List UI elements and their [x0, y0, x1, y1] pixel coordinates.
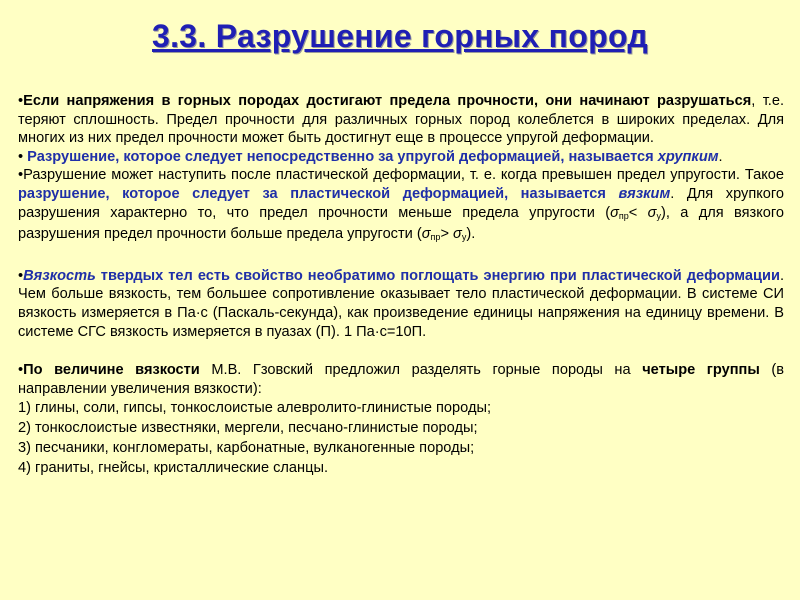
sigma-symbol: σ — [610, 204, 619, 221]
ductile-text-4: ). — [466, 226, 476, 243]
ductile-definition: разрушение, которое следует за пластической деформацией, называется — [18, 185, 619, 202]
viscosity-text: . Чем больше вязкость, тем большее сопротивление оказывает тело пластической деформации. В системе СИ вязкость измеряется в Па·с (Паскаль-секунда), как произведение единицы напряжения на единицу времени. В системе СГС вязкость измеряется в пуазах (П). 1 Па·с=10П. — [18, 267, 784, 340]
slide-content — [18, 92, 784, 478]
ductile-text-1: Разрушение может наступить после пластической деформации, т. е. когда превышен предел упругости. Такое — [23, 167, 784, 184]
brittle-definition: Разрушение, которое следует непосредственно за упругой деформацией, называется — [23, 148, 658, 165]
list-item: 2) тонкослоистые известняки, мергели, песчано-глинистые породы; — [18, 420, 478, 437]
list-item: 1) глины, соли, гипсы, тонкослоистые алевролито-глинистые породы; — [18, 400, 491, 417]
groups-lead: По величине вязкости — [23, 362, 200, 379]
less-than: < — [628, 204, 648, 221]
sigma-subscript: пр — [430, 232, 441, 243]
strength-text: , т.е. теряют сплошность. Предел прочности для различных горных пород колеблется в широких пределах. Для многих из них предел прочности может быть достигнут еще в процессе упругой деформации. — [18, 93, 784, 147]
list-item: 3) песчаники, конгломераты, карбонатные, вулканогенные породы; — [18, 440, 475, 457]
strength-lead: Если напряжения в горных породах достигают предела прочности, они начинают разрушаться — [23, 93, 752, 109]
paragraph-brittle — [18, 148, 784, 167]
ductile-term: вязким — [618, 185, 671, 202]
greater-than: > — [440, 226, 454, 243]
list-item: 4) граниты, гнейсы, кристаллические сланцы. — [18, 460, 329, 477]
groups-count: четыре группы — [642, 362, 760, 379]
paragraph-viscosity — [18, 267, 784, 341]
groups-text-1: М.В. Гзовский предложил разделять горные породы на — [199, 362, 643, 379]
brittle-term: хрупким — [657, 148, 719, 165]
ductile-text-2: . Для хрупкого разрушения характерно то, что предел прочности меньше предела упругости ( — [18, 185, 785, 221]
sigma-symbol: σ — [647, 204, 657, 221]
bullet: • — [18, 362, 24, 379]
bullet: • — [18, 267, 24, 284]
paragraph-ductile — [18, 166, 784, 246]
bullet: • — [18, 93, 24, 109]
paragraph-strength — [18, 92, 784, 148]
sigma-subscript: у — [461, 232, 467, 243]
sigma-subscript: у — [656, 210, 661, 221]
viscosity-term: Вязкость — [23, 267, 96, 284]
bullet: • — [18, 167, 24, 184]
slide-title: 3.3. Разрушение горных пород — [152, 18, 648, 54]
viscosity-definition: твердых тел есть свойство необратимо поглощать энергию при пластической деформации — [95, 267, 780, 284]
sigma-subscript: пр — [618, 210, 629, 221]
bullet: • — [18, 148, 24, 165]
brittle-end: . — [718, 148, 723, 165]
ductile-text-3: ), а для вязкого разрушения предел прочности больше предела упругости ( — [18, 204, 784, 243]
groups-text-2: (в направлении увеличения вязкости): — [18, 362, 784, 397]
sigma-symbol: σ — [421, 226, 431, 243]
paragraph-groups — [18, 361, 784, 398]
sigma-symbol: σ — [453, 226, 462, 243]
